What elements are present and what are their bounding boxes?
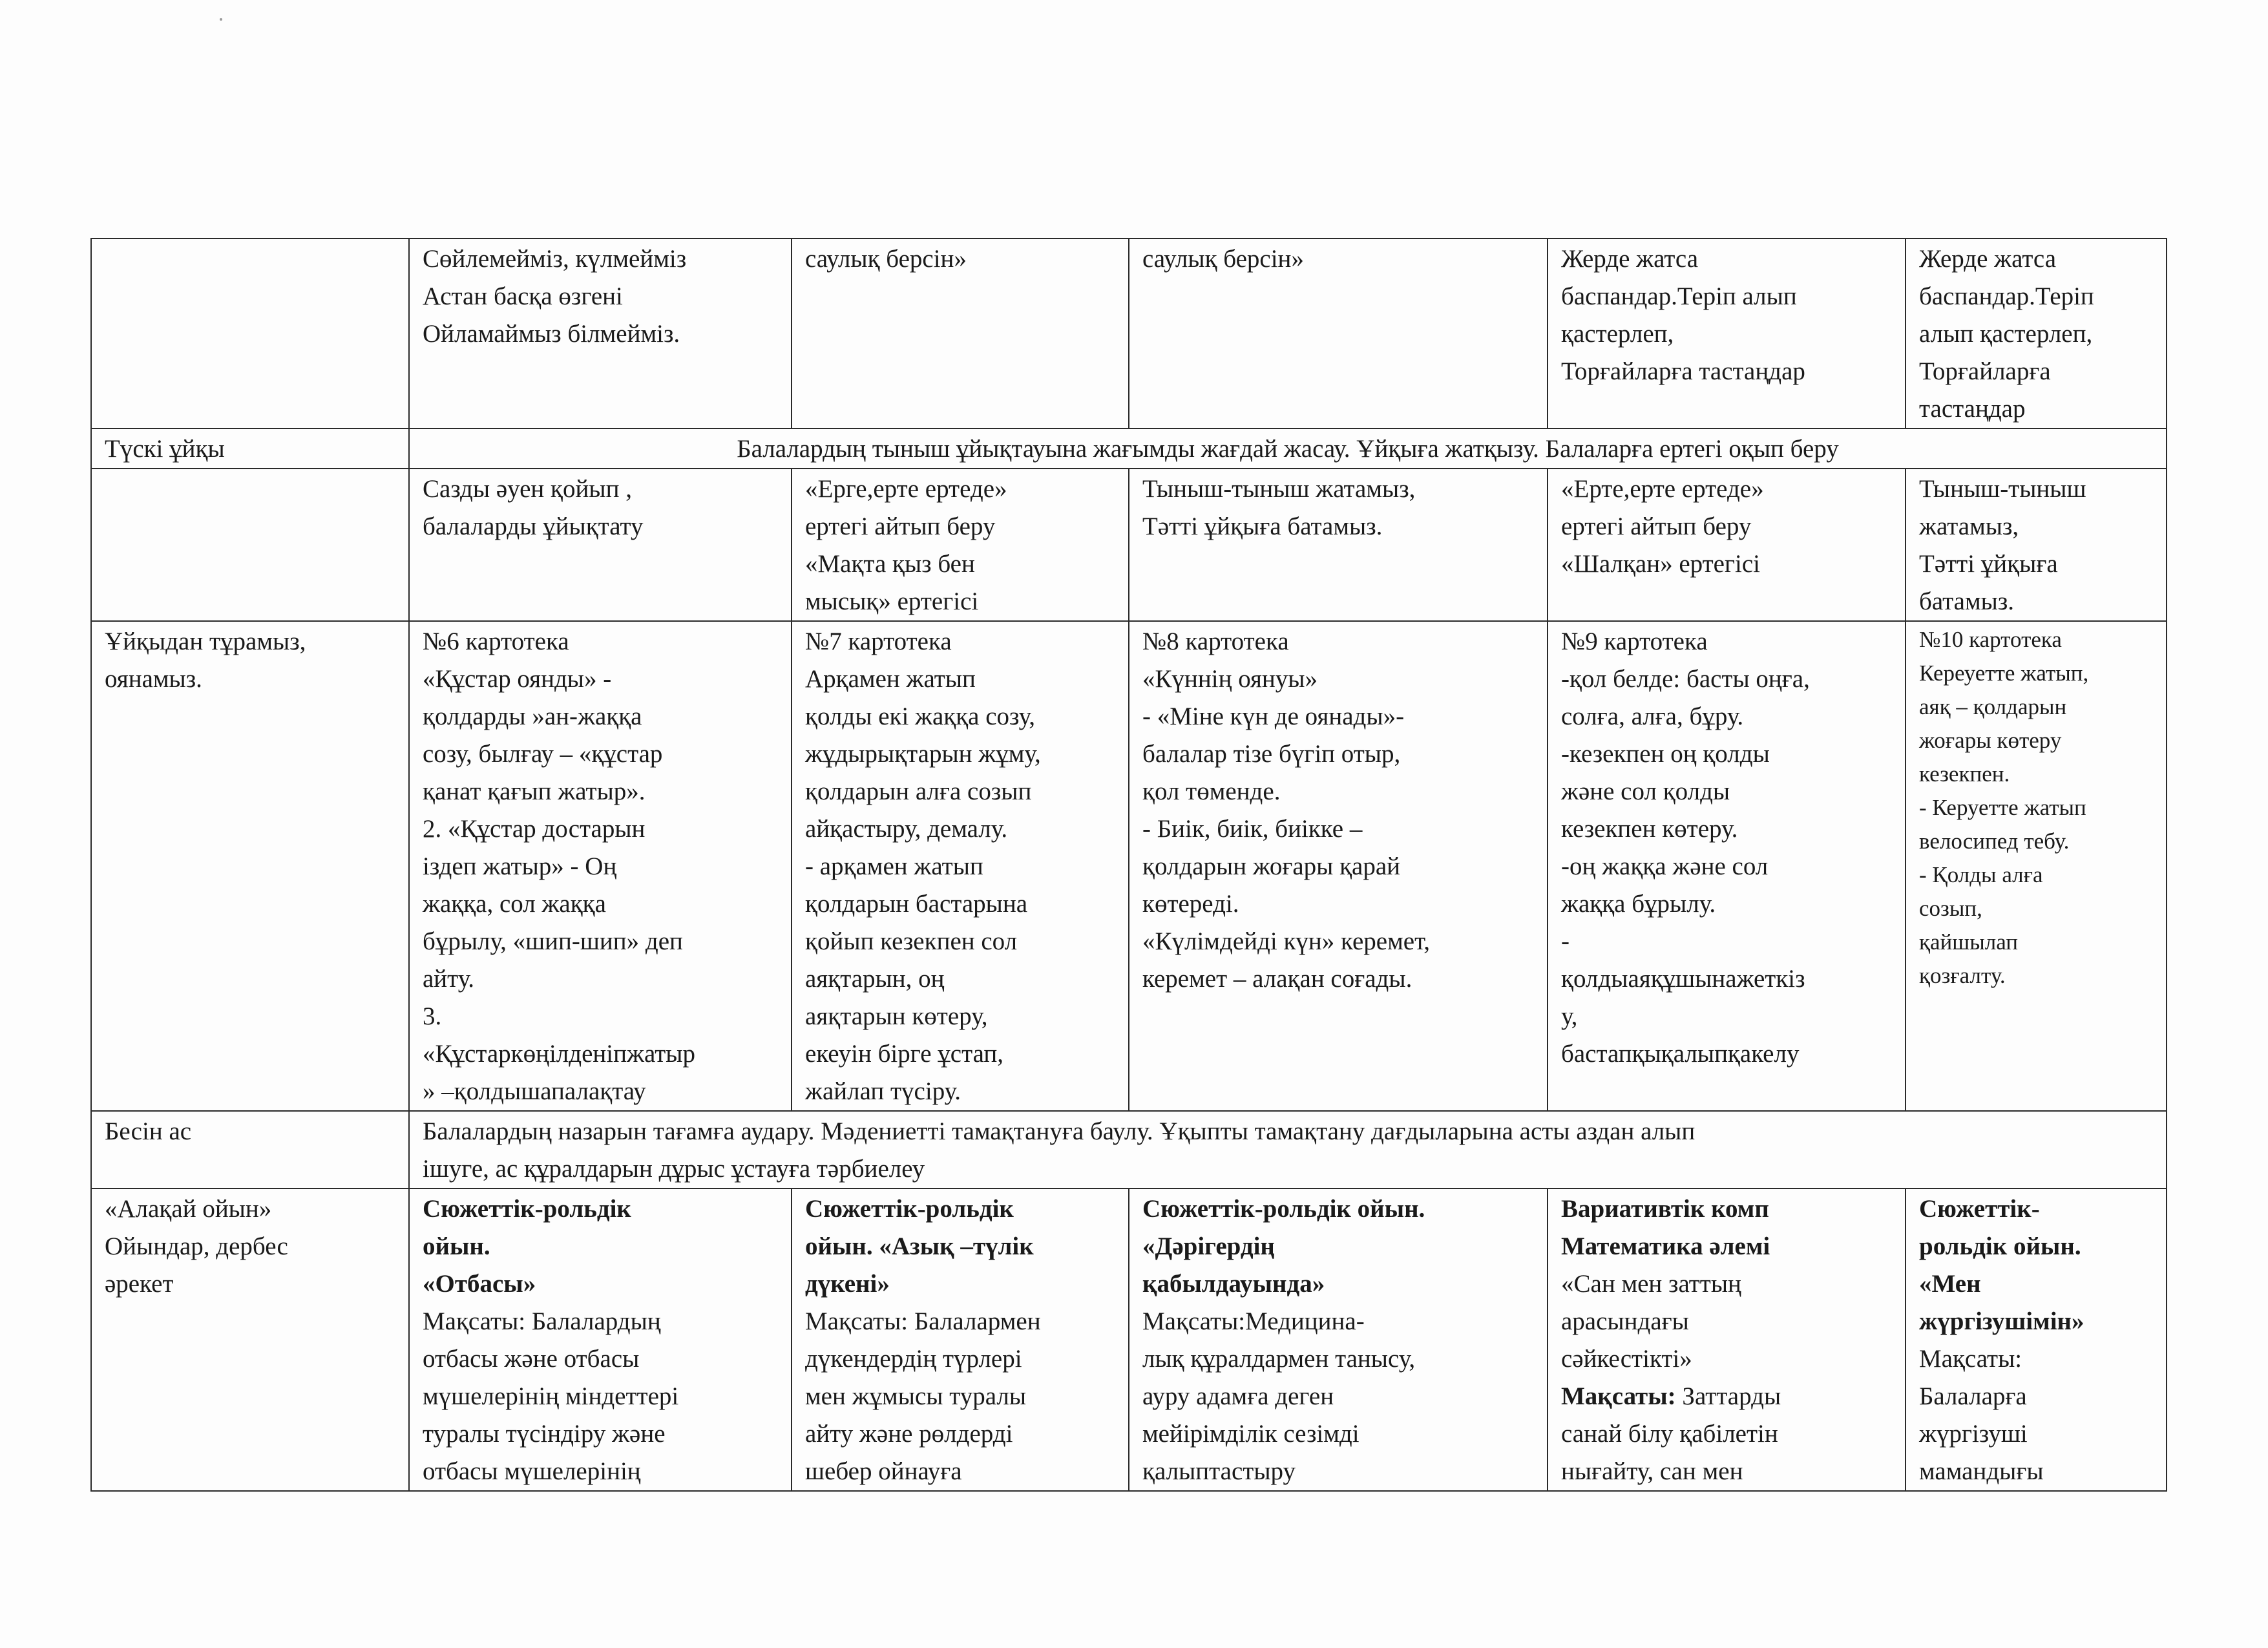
- cell-line: аяқтарын, оң: [805, 965, 945, 993]
- cell-line: қолдарын бастарына: [805, 890, 1028, 918]
- cell-line: - «Міне күн де оянады»-: [1142, 703, 1405, 730]
- cell-line: аяқ – қолдарын: [1919, 694, 2067, 719]
- cell-line: қолды екі жаққа созу,: [805, 703, 1035, 730]
- cell-line: «Күннің оянуы»: [1142, 665, 1318, 693]
- cell-line: керемет – алақан соғады.: [1142, 965, 1412, 993]
- cell-line: қол төменде.: [1142, 777, 1281, 805]
- day-cell: [409, 238, 792, 428]
- day-cell: [792, 469, 1129, 621]
- cell-line: қолдарын жоғары қарай: [1142, 852, 1401, 880]
- cell-line: Мақсаты: Балалармен: [805, 1307, 1041, 1335]
- game-cell: [1548, 1188, 1906, 1491]
- cell-line: «Құстар оянды» -: [423, 665, 612, 693]
- cell-line: 2. «Құстар достарын: [423, 815, 646, 843]
- day-cell: [1129, 469, 1548, 621]
- cell-line: қолдарын алға созып: [805, 777, 1032, 805]
- cell-line: ойын.: [423, 1232, 490, 1260]
- cell-line: Арқамен жатып: [805, 665, 976, 693]
- cell-line: жаққа бұрылу.: [1561, 890, 1716, 918]
- cell-line: Мақсаты:Медицина-: [1142, 1307, 1365, 1335]
- cell-line: Сазды әуен қойып ,: [423, 475, 632, 503]
- cell-line: «Құстаркөңілденіпжатыр: [423, 1040, 695, 1068]
- goal-line: [1561, 1378, 1892, 1415]
- game-cell: [792, 1188, 1129, 1491]
- cell-line: қастерлеп,: [1561, 320, 1674, 348]
- cell-line: Ұйқыдан тұрамыз,: [105, 628, 306, 655]
- cell-line: Торғайларға тастаңдар: [1561, 357, 1805, 385]
- daily-plan-table: [90, 238, 2167, 1492]
- game-cell: [409, 1188, 792, 1491]
- cell-line: «Шалқан» ертегісі: [1561, 550, 1760, 578]
- cell-line: баспандар.Теріп: [1919, 282, 2094, 310]
- cell-line: -кезекпен оң қолды: [1561, 740, 1770, 768]
- cell-line: Ойламаймыз білмейміз.: [423, 320, 680, 348]
- day-cell: [792, 238, 1129, 428]
- cell-line: жоғары көтеру: [1919, 728, 2062, 753]
- cell-line: балалар тізе бүгіп отыр,: [1142, 740, 1401, 768]
- cell-line: ішуге, ас құралдарын дұрыс ұстауға тәрбиелеу: [423, 1155, 925, 1183]
- cell-line: велосипед тебу.: [1919, 829, 2070, 854]
- cell-line: Сюжеттік-: [1919, 1195, 2040, 1223]
- day-cell: [1906, 621, 2167, 1111]
- cell-line: қанат қағып жатыр».: [423, 777, 646, 805]
- cell-line: іздеп жатыр» - Оң: [423, 852, 617, 880]
- cell-line: лық құралдармен танысу,: [1142, 1345, 1416, 1373]
- game-cell: [1129, 1188, 1548, 1491]
- cell-line: «Алақай ойын»: [105, 1195, 272, 1223]
- cell-line: -қол белде: басты оңға,: [1561, 665, 1810, 693]
- cell-line: балаларды ұйықтату: [423, 512, 644, 540]
- cell-line: баспандар.Теріп алып: [1561, 282, 1797, 310]
- row-label: [91, 428, 409, 469]
- cell-line: «Дәрігердің: [1142, 1232, 1275, 1260]
- cell-line: ойын. «Азық –түлік: [805, 1232, 1034, 1260]
- cell-line: арасындағы: [1561, 1307, 1689, 1335]
- day-cell: [1129, 621, 1548, 1111]
- cell-line: алып қастерлеп,: [1919, 320, 2093, 348]
- cell-line: мүшелерінің міндеттері: [423, 1382, 679, 1410]
- plan-row: [91, 1111, 2167, 1188]
- cell-line: саулық берсін»: [1142, 245, 1304, 273]
- plan-row: [91, 1188, 2167, 1491]
- cell-line: солға, алға, бұру.: [1561, 703, 1744, 730]
- cell-line: Тыныш-тыныш жатамыз,: [1142, 475, 1416, 503]
- goal-label: Мақсаты:: [1561, 1382, 1676, 1410]
- cell-line: нығайту, сан мен: [1561, 1457, 1743, 1485]
- cell-line: Жерде жатса: [1561, 245, 1699, 273]
- cell-line: Сюжеттік-рольдік: [805, 1195, 1014, 1223]
- cell-line: санай білу қабілетін: [1561, 1420, 1778, 1448]
- cell-line: Түскі ұйқы: [105, 435, 225, 463]
- cell-line: мысық» ертегісі: [805, 587, 979, 615]
- cell-line: қайшылап: [1919, 929, 2019, 955]
- cell-line: «Мақта қыз бен: [805, 550, 975, 578]
- day-cell: [409, 469, 792, 621]
- cell-line: Бесін ас: [105, 1117, 192, 1145]
- cell-line: «Күлімдейді күн» керемет,: [1142, 927, 1430, 955]
- cell-line: туралы түсіндіру және: [423, 1420, 666, 1448]
- cell-line: қабылдауында»: [1142, 1270, 1325, 1298]
- cell-line: Кереуетте жатып,: [1919, 660, 2089, 686]
- plan-row: [91, 428, 2167, 469]
- row-label: [91, 1111, 409, 1188]
- cell-line: Жерде жатса: [1919, 245, 2057, 273]
- cell-line: «Отбасы»: [423, 1270, 536, 1298]
- cell-line: қозғалту.: [1919, 963, 2006, 988]
- cell-line: Ойындар, дербес: [105, 1232, 288, 1260]
- day-cell: [1548, 238, 1906, 428]
- cell-line: көтереді.: [1142, 890, 1239, 918]
- cell-line: «Сан мен заттың: [1561, 1270, 1741, 1298]
- cell-line: «Ерте,ерте ертеде»: [1561, 475, 1764, 503]
- day-cell: [1548, 469, 1906, 621]
- cell-line: Математика әлемі: [1561, 1232, 1770, 1260]
- cell-line: саулық берсін»: [805, 245, 967, 273]
- cell-line: №9 картотека: [1561, 628, 1708, 655]
- cell-line: у,: [1561, 1002, 1578, 1030]
- day-cell: [409, 621, 792, 1111]
- cell-line: әрекет: [105, 1270, 174, 1298]
- cell-line: - Қолды алға: [1919, 862, 2043, 887]
- cell-line: №7 картотека: [805, 628, 952, 655]
- row-label: [91, 469, 409, 621]
- day-cell: [1129, 238, 1548, 428]
- cell-line: қолдарды »ан-жаққа: [423, 703, 642, 730]
- cell-line: мейірімділік сезімді: [1142, 1420, 1360, 1448]
- goal-text: Заттарды: [1675, 1382, 1781, 1410]
- cell-line: Торғайларға: [1919, 357, 2051, 385]
- cell-line: шебер ойнауға: [805, 1457, 962, 1485]
- cell-line: кезекпен.: [1919, 761, 2010, 787]
- cell-line: бұрылу, «шип-шип» деп: [423, 927, 683, 955]
- cell-line: және сол қолды: [1561, 777, 1730, 805]
- cell-line: созып,: [1919, 896, 1982, 921]
- cell-line: Сюжеттік-рольдік: [423, 1195, 631, 1223]
- cell-line: дүкені»: [805, 1270, 890, 1298]
- cell-line: мен жұмысы туралы: [805, 1382, 1027, 1410]
- cell-line: айту және рөлдерді: [805, 1420, 1013, 1448]
- cell-line: №8 картотека: [1142, 628, 1289, 655]
- cell-line: » –қолдышапалақтау: [423, 1077, 646, 1105]
- day-cell: [792, 621, 1129, 1111]
- cell-line: Тәтті ұйқыға: [1919, 550, 2058, 578]
- cell-line: отбасы мүшелерінің: [423, 1457, 641, 1485]
- cell-line: Мақсаты: Балалардың: [423, 1307, 661, 1335]
- merged-cell: [409, 1111, 2167, 1188]
- cell-line: Балалардың назарын тағамға аудару. Мәдениетті тамақтануға баулу. Ұқыпты тамақтану дағдыларына асты аздан алып: [423, 1117, 1696, 1145]
- cell-line: Астан басқа өзгені: [423, 282, 623, 310]
- cell-line: бастапқықалыпқакелу: [1561, 1040, 1800, 1068]
- day-cell: [1906, 469, 2167, 621]
- cell-line: Тәтті ұйқыға батамыз.: [1142, 512, 1383, 540]
- cell-line: сәйкестікті»: [1561, 1345, 1692, 1373]
- cell-line: жатамыз,: [1919, 512, 2019, 540]
- cell-line: №6 картотека: [423, 628, 569, 655]
- row-label: [91, 238, 409, 428]
- cell-line: «Мен: [1919, 1270, 1981, 1298]
- cell-line: батамыз.: [1919, 587, 2015, 615]
- merged-cell: Балалардың тыныш ұйықтауына жағымды жағдай жасау. Ұйқыға жатқызу. Балаларға ертегі оқып беру: [409, 428, 2167, 469]
- plan-row: [91, 469, 2167, 621]
- cell-line: Тыныш-тыныш: [1919, 475, 2086, 503]
- day-cell: [1906, 238, 2167, 428]
- cell-line: екеуін бірге ұстап,: [805, 1040, 1004, 1068]
- cell-line: айту.: [423, 965, 475, 993]
- cell-line: «Ерге,ерте ертеде»: [805, 475, 1007, 503]
- cell-line: аяқтарын көтеру,: [805, 1002, 988, 1030]
- cell-line: созу, былғау – «құстар: [423, 740, 663, 768]
- cell-line: 3.: [423, 1002, 442, 1030]
- cell-line: отбасы және отбасы: [423, 1345, 640, 1373]
- cell-line: айқастыру, демалу.: [805, 815, 1008, 843]
- cell-line: Мақсаты:: [1919, 1345, 2022, 1373]
- cell-line: қалыптастыру: [1142, 1457, 1296, 1485]
- cell-line: ертегі айтып беру: [1561, 512, 1752, 540]
- cell-line: жүргізушімін»: [1919, 1307, 2084, 1335]
- plan-row: [91, 621, 2167, 1111]
- cell-line: қойып кезекпен сол: [805, 927, 1018, 955]
- cell-line: -: [1561, 927, 1570, 955]
- cell-line: Балаларға: [1919, 1382, 2027, 1410]
- cell-line: Вариативтік комп: [1561, 1195, 1769, 1223]
- cell-line: - Керуетте жатып: [1919, 795, 2086, 820]
- cell-line: Сюжеттік-рольдік ойын.: [1142, 1195, 1425, 1223]
- cell-line: Сөйлемейміз, күлмейміз: [423, 245, 687, 273]
- cell-line: қолдыаяқұшынажеткіз: [1561, 965, 1805, 993]
- scan-speck: [220, 18, 222, 21]
- cell-line: жұдырықтарын жұму,: [805, 740, 1041, 768]
- cell-line: мамандығы: [1919, 1457, 2044, 1485]
- cell-line: ауру адамға деген: [1142, 1382, 1334, 1410]
- cell-line: рольдік ойын.: [1919, 1232, 2081, 1260]
- cell-line: жүргізуші: [1919, 1420, 2028, 1448]
- cell-line: дүкендердің түрлері: [805, 1345, 1022, 1373]
- cell-line: оянамыз.: [105, 665, 202, 693]
- row-label: [91, 621, 409, 1111]
- plan-row: [91, 238, 2167, 428]
- day-cell: [1548, 621, 1906, 1111]
- game-cell: [1906, 1188, 2167, 1491]
- cell-line: жайлап түсіру.: [805, 1077, 961, 1105]
- row-label: [91, 1188, 409, 1491]
- cell-line: - арқамен жатып: [805, 852, 983, 880]
- cell-line: кезекпен көтеру.: [1561, 815, 1738, 843]
- cell-line: -оң жаққа және сол: [1561, 852, 1769, 880]
- cell-line: ертегі айтып беру: [805, 512, 996, 540]
- cell-line: жаққа, сол жаққа: [423, 890, 606, 918]
- cell-line: №10 картотека: [1919, 627, 2062, 652]
- cell-line: тастаңдар: [1919, 395, 2026, 423]
- cell-line: - Биік, биік, биікке –: [1142, 815, 1363, 843]
